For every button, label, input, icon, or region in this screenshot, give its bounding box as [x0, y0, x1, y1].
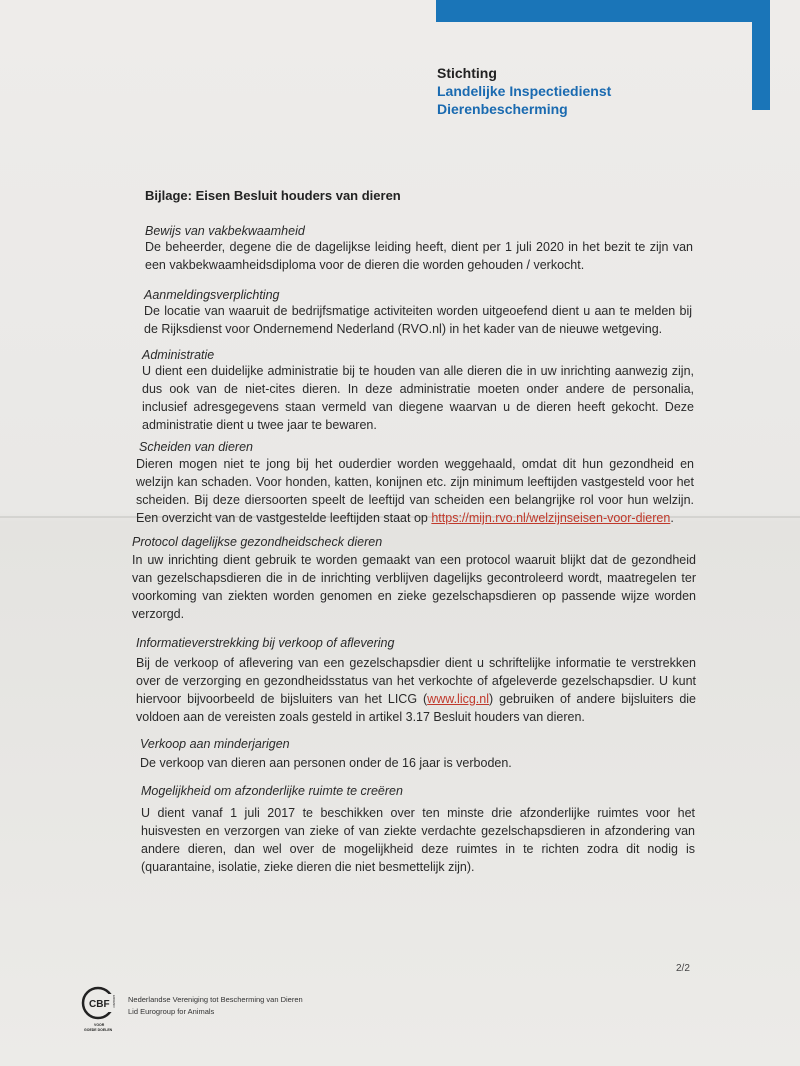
- footer-organization: [128, 994, 303, 1018]
- section-heading: Aanmeldingsverplichting: [144, 288, 280, 302]
- letterhead-accent-bar-vertical: [752, 0, 770, 110]
- section-heading: Informatieverstrekking bij verkoop of aflevering: [136, 636, 395, 650]
- section-body-tail: .: [670, 511, 674, 525]
- section-heading: Verkoop aan minderjarigen: [140, 737, 290, 751]
- section-body: U dient vanaf 1 juli 2017 te beschikken over ten minste drie afzonderlijke ruimtes voor het huisvesten en verzorgen van zieke of van ziekte verdachte gezelschapsdieren in afzondering van andere dieren, dan wel over de mogelijkheid deze ruimtes in te richten zodra dit nodig is (quarantaine, isolatie, zieke dieren die niet besmettelijk zijn).: [141, 806, 695, 874]
- rvo-link[interactable]: https://mijn.rvo.nl/welzijnseisen-voor-dieren: [431, 511, 671, 525]
- letterhead-accent-bar: [436, 0, 768, 22]
- section-body: U dient een duidelijke administratie bij te houden van alle dieren die in uw inrichting aanwezig zijn, dus ook van de niet-cites dieren. In deze administratie moeten onder andere de personalia, inclusief adresgegevens staan vermeld van diegene waarvan u de dieren heeft gekocht. Deze administratie dient u twee jaar te bewaren.: [142, 364, 694, 432]
- section-body: De locatie van waaruit de bedrijfsmatige activiteiten worden uitgeoefend dient u aan te melden bij de Rijksdienst voor Ondernemend Nederland (RVO.nl) in het kader van de nieuwe wetgeving.: [144, 304, 692, 336]
- org-line-1: Stichting: [437, 65, 497, 81]
- section-body-text: Bij de verkoop of aflevering van een gezelschapsdier dient u schriftelijke informatie te verstrekken over de verzorging en gezondheidsstatus van het verkochte of afgeleverde gezelschapsdier. U kunt hiervoor bijvoorbeeld de bijsluiters van het LICG (: [136, 656, 696, 706]
- letterhead-organization: [437, 64, 611, 118]
- section-body: [136, 654, 696, 726]
- logo-caption-1: VOOR: [94, 1023, 105, 1027]
- footer-line-2: Lid Eurogroup for Animals: [128, 1007, 215, 1016]
- section-heading: Bewijs van vakbekwaamheid: [145, 224, 305, 238]
- document-title: Bijlage: Eisen Besluit houders van dieren: [145, 188, 401, 203]
- section-heading: Protocol dagelijkse gezondheidscheck dieren: [132, 535, 383, 549]
- section-heading: Mogelijkheid om afzonderlijke ruimte te creëren: [141, 784, 403, 798]
- cbf-logo-icon: [80, 986, 120, 1034]
- section-body-text: Dieren mogen niet te jong bij het ouderdier worden weggehaald, omdat dit hun gezondheid en welzijn kan schaden. Voor honden, katten, konijnen etc. zijn minimum leeftijden vastgesteld voor het scheiden. Bij deze diersoorten speelt de leeftijd van scheiden een belangrijke rol voor hun welzijn. Een overzicht van de vastgestelde leeftijden staat op: [136, 457, 694, 525]
- section-body: De verkoop van dieren aan personen onder de 16 jaar is verboden.: [140, 756, 512, 770]
- section-body: In uw inrichting dient gebruik te worden gemaakt van een protocol waaruit blijkt dat de gezondheid van gezelschapsdieren die in de inrichting verblijven dagelijks gecontroleerd wordt, maatregelen ter voorkoming van ziekten worden genomen en zieke gezelschapsdieren op passende wijze worden verzorgd.: [132, 553, 696, 621]
- org-line-3: Dierenbescherming: [437, 101, 568, 117]
- logo-caption-2: GOEDE DOELEN: [84, 1028, 113, 1032]
- section-body: De beheerder, degene die de dagelijkse leiding heeft, dient per 1 juli 2020 in het bezit te zijn van een vakbekwaamheidsdiploma voor de dieren die worden gehouden / verkocht.: [145, 240, 693, 272]
- section-heading: Administratie: [142, 348, 215, 362]
- section-heading: Scheiden van dieren: [139, 440, 253, 454]
- licg-link[interactable]: www.licg.nl: [427, 692, 489, 706]
- section-body-tail: ) gebruiken of andere bijsluiters die voldoen aan de vereisten zoals gesteld in artikel 3.17 Besluit houders van dieren.: [136, 692, 696, 724]
- page-number: 2/2: [676, 963, 690, 974]
- logo-letters: CBF: [89, 999, 110, 1010]
- org-line-2: Landelijke Inspectiedienst: [437, 83, 612, 99]
- footer-line-1: Nederlandse Vereniging tot Bescherming van Dieren: [128, 995, 303, 1004]
- section-body: [136, 455, 694, 527]
- logo-arc-text: ERKEND: [112, 995, 116, 1008]
